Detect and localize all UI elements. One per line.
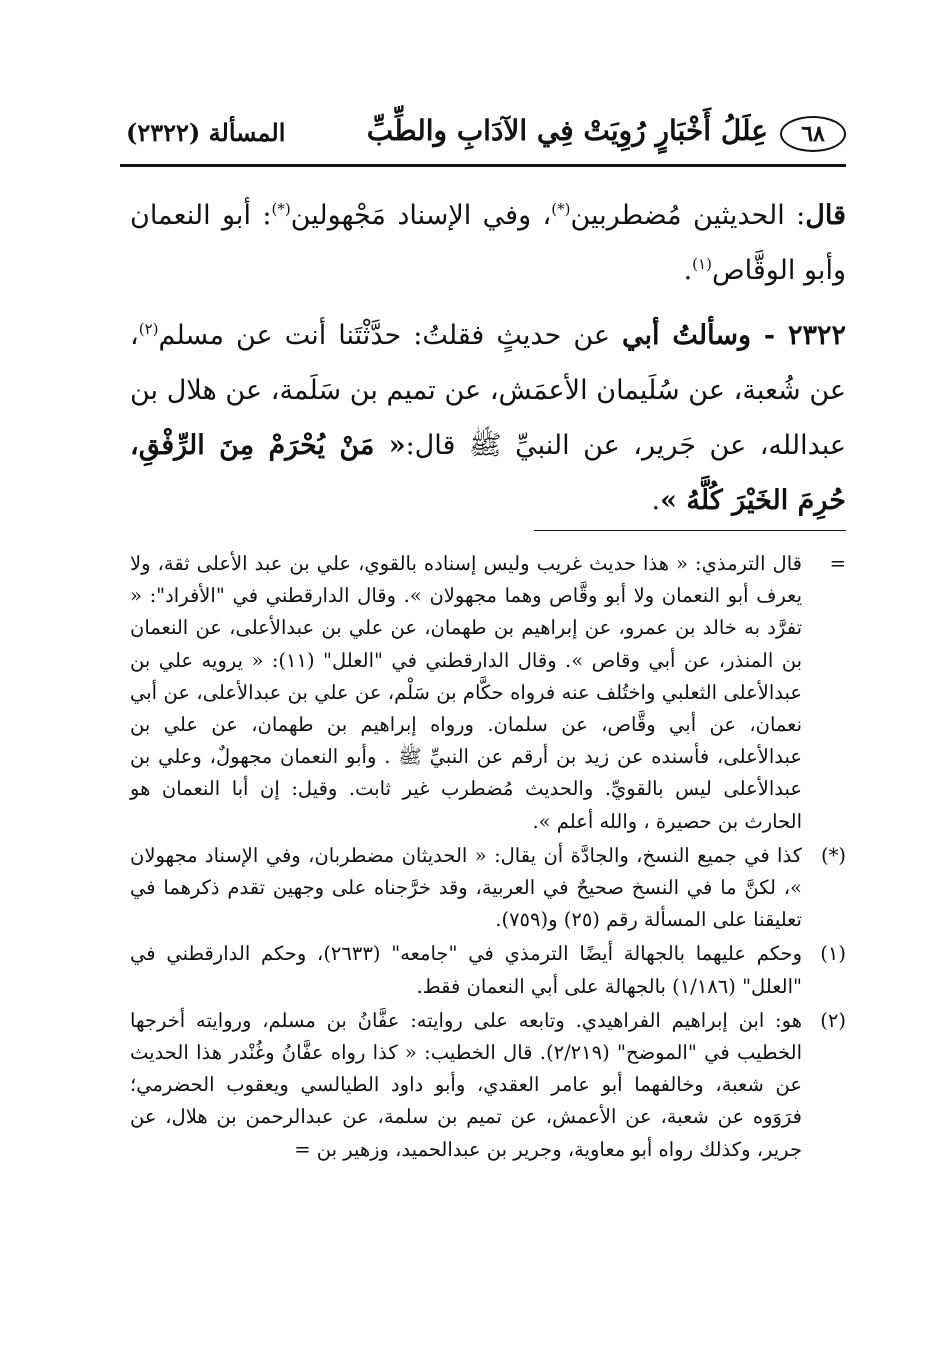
hadith-quote: « مَنْ يُحْرَمْ مِنَ الرِّفْقِ، حُرِمَ الخَيْرَ كُلَّهُ » xyxy=(130,430,846,516)
footnote xyxy=(130,1005,846,1166)
issue-number-lead: ٢٣٢٢ - وسألتُ أبي xyxy=(622,320,846,351)
page-header xyxy=(120,112,846,164)
main-text xyxy=(130,188,846,528)
footnote-text: وحكم عليهما بالجهالة أيضًا الترمذي في "جامعه" (٢٦٣٣)، وحكم الدارقطني في "العلل" (١/١٨٦) بالجهالة على أبي النعمان فقط. xyxy=(130,942,802,998)
paragraph-2 xyxy=(130,308,846,528)
footnote-text: هو: ابن إبراهيم الفراهيدي. وتابعه على روايته: عفَّانُ بن مسلم، وروايته أخرجها الخطيب في "الموضح" (٢/٢١٩). قال الخطيب: « كذا رواه عفَّانُ وغُنْدر هذا الحديث عن شعبة، وخالفهما أبو عامر العقدي، وأبو داود الطيالسي ويعقوب الحضرمي؛ فرَوَوه عن شعبة، عن الأعمش، عن تميم بن سلمة، عن عبدالرحمن بن هلال، عن جرير، وكذلك رواه أبو معاوية، وجرير بن عبدالحميد، وزهير بن = xyxy=(130,1008,803,1161)
footnote xyxy=(130,548,846,838)
footnote-mark: (*) xyxy=(821,843,846,867)
text-run: عن حديثٍ فقلتُ: حدَّثْتَنا أنت عن مسلم xyxy=(158,320,623,351)
header-divider xyxy=(120,164,846,167)
footnote-mark: (٢) xyxy=(820,1008,846,1032)
text-run: : الحديثين مُضطربين xyxy=(570,200,806,231)
footnote-text: قال الترمذي: « هذا حديث غريب وليس إسناده بالقوي، علي بن عبد الأعلى ثقة، ولا يعرف أبو النعمان ولا أبو وقَّاص وهما مجهولان ». وقال الدارقطني في "الأفراد": « تفرَّد به خالد بن عمرو، عن إبراهيم بن طهمان، عن علي بن عبدالأعلى، عن النعمان بن المنذر، عن أبي وقاص ». وقال الدارقطني في "العلل" (١١): « يرويه علي بن عبدالأعلى الثعلبي واختُلف عنه فرواه حكَّام بن سَلْم، عن علي بن عبدالأعلى، عن أبي نعمان، عن أبي وقَّاص، عن سلمان. ورواه إبراهيم بن طهمان، عن علي بن عبدالأعلى، فأسنده عن زيد بن أرقم عن النبيِّ ﷺ . وأبو النعمان مجهولٌ، وعلي بن عبدالأعلى ليس بالقويِّ. والحديث مُضطرب غير ثابت. وقيل: إن أبا النعمان هو الحارث بن حصيرة ، والله أعلم ». xyxy=(130,552,803,833)
issue-title: المسألة (٢٣٢٢) xyxy=(126,118,286,147)
footnote-ref: (*) xyxy=(271,200,291,218)
paragraph-lead: قال xyxy=(805,200,846,231)
paragraph-1 xyxy=(130,188,846,298)
footnote-text: كذا في جميع النسخ، والجادَّة أن يقال: « الحديثان مضطربان، وفي الإسناد مجهولان »، لكنَّ ما في النسخ صحيحٌ في العربية، وقد خرَّجناه على وجهين تقدم ذكرهما في تعليقنا على المسألة رقم (٢٥) و(٧٥٩). xyxy=(130,843,802,932)
running-title: عِلَلُ أَخْبَارٍ رُوِيَتْ فِي الآدَابِ والطِّبِّ xyxy=(366,114,768,147)
footnote xyxy=(130,840,846,937)
footnotes xyxy=(130,548,846,1166)
footnote-ref: (١) xyxy=(692,255,712,273)
text-run: : أبو النعمان وأبو الوقَّاص xyxy=(130,200,846,286)
page-number: ٦٨ xyxy=(780,116,846,152)
text-run: ، وفي الإسناد مَجْهولين xyxy=(290,200,552,231)
footnote-ref: (*) xyxy=(551,200,571,218)
text-run: . xyxy=(683,255,693,286)
footnote xyxy=(130,938,846,1002)
footnote-ref: (٢) xyxy=(138,320,159,338)
footnote-divider xyxy=(534,530,846,531)
footnote-mark: (١) xyxy=(820,942,846,966)
text-run: ، عن شُعبة، عن سُلَيمان الأعمَش، عن تميم بن سَلَمة، عن هلال بن عبدالله، عن جَرير، عن النبيِّ ﷺ قال: xyxy=(130,320,846,461)
text-run: . xyxy=(651,485,661,516)
footnote-mark: = xyxy=(829,552,846,575)
